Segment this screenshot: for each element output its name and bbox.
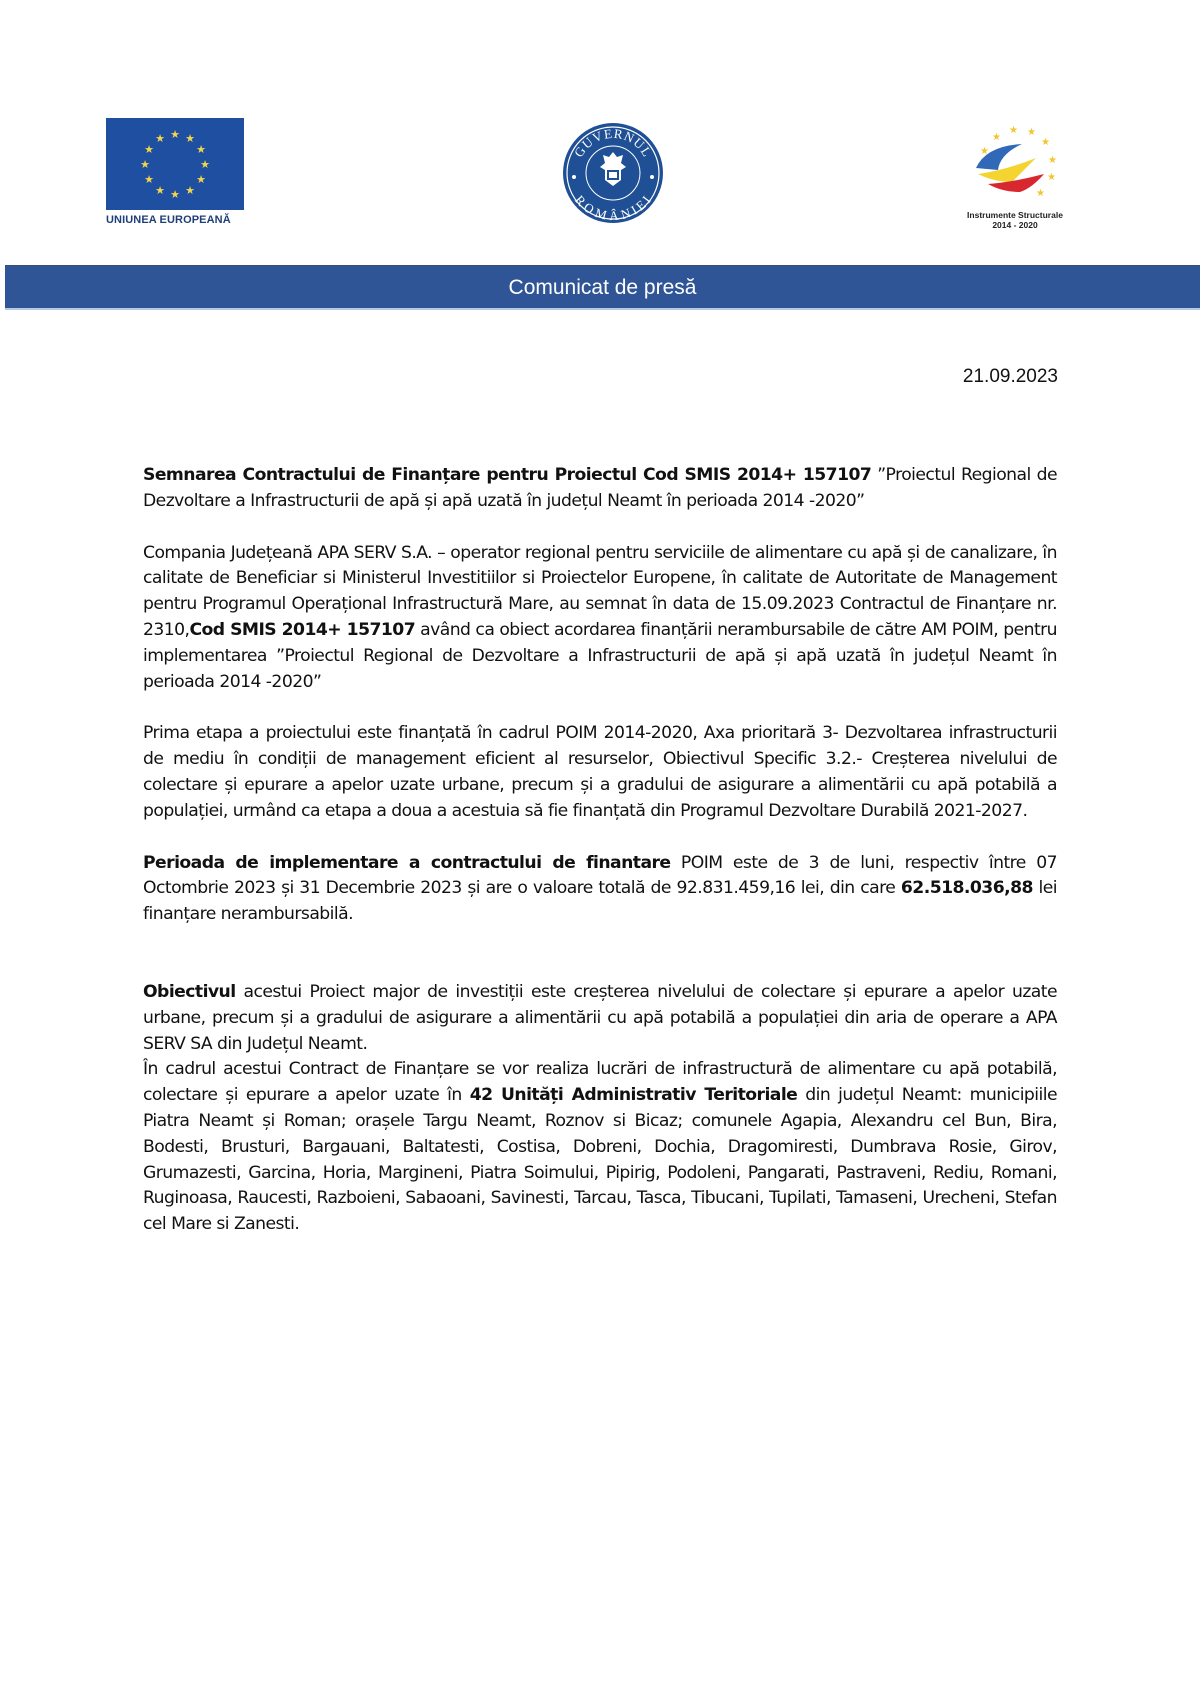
- eu-flag-logo: [106, 118, 244, 210]
- guvernul-romaniei-seal-logo: [562, 122, 664, 224]
- instrumente-structurale-caption-line1: Instrumente Structurale: [967, 210, 1063, 220]
- svg-text:GUVERNUL: GUVERNUL: [570, 125, 656, 160]
- paragraph-text: lei finanțare nerambursabilă.: [143, 878, 1057, 925]
- svg-text:★: ★: [170, 128, 180, 141]
- svg-text:★: ★: [1027, 127, 1036, 138]
- eu-logo-caption: UNIUNEA EUROPEANĂ: [106, 214, 231, 226]
- svg-text:ROMÂNIEI: ROMÂNIEI: [572, 192, 655, 224]
- press-release-body: [143, 463, 1057, 1238]
- svg-text:★: ★: [185, 132, 195, 145]
- release-title: [143, 463, 1057, 515]
- paragraph-implementation-period: [143, 851, 1057, 928]
- svg-text:★: ★: [185, 184, 195, 197]
- release-title-project-name: ”Proiectul Regional de Dezvoltare a Infrastructurii de apă și apă uzată în județul Neamt în perioada 2014 -2020”: [143, 465, 1057, 511]
- svg-text:★: ★: [144, 143, 154, 156]
- paragraph-text: POIM este de 3 de luni, respectiv între 07 Octombrie 2023 și 31 Decembrie 2023 și are o valoare totală de 92.831.459,16 lei, din care: [143, 852, 1057, 899]
- svg-text:★: ★: [980, 146, 989, 157]
- non-reimbursable-amount: 62.518.036,88: [900, 878, 1033, 899]
- svg-text:★: ★: [1036, 188, 1045, 199]
- svg-text:★: ★: [1047, 172, 1056, 183]
- svg-text:★: ★: [196, 173, 206, 186]
- svg-text:★: ★: [1041, 137, 1050, 148]
- svg-text:★: ★: [140, 158, 150, 171]
- svg-text:★: ★: [200, 158, 210, 171]
- instrumente-structurale-caption: [950, 210, 1080, 230]
- svg-text:★: ★: [155, 132, 165, 145]
- instrumente-structurale-icon: [966, 118, 1066, 210]
- paragraph-text: Compania Județeană APA SERV S.A. – operator regional pentru serviciile de alimentare cu apă și de canalizare, în calitate de Beneficiar si Ministerul Investitiilor si Proiectelor Europene, în calitate de Autoritate de Management pentru Programul Operațional Infrastructură Mare, au semnat în data de 15.09.2023 Contractul de Finanțare nr. 2310,: [143, 542, 1057, 640]
- instrumente-structurale-logo: [966, 118, 1066, 210]
- smis-code: Cod SMIS 2014+ 157107: [189, 619, 416, 640]
- banner-title: Comunicat de presă: [508, 276, 697, 299]
- svg-text:★: ★: [170, 188, 180, 201]
- paragraph-text: acestui Proiect major de investiții este creșterea nivelului de colectare și epurare a apelor uzate urbane, precum și a gradului de asigurare a alimentării cu apă potabilă a populației din aria de operare a APA SERV SA din Județul Neamt.: [143, 981, 1057, 1054]
- paragraph-localities: [143, 1057, 1057, 1238]
- svg-text:★: ★: [1009, 125, 1018, 136]
- paragraph-text: având ca obiect acordarea finanțării nerambursabile de către AM POIM, pentru implementarea ”Proiectul Regional de Dezvoltare a Infrastructurii de apă și apă uzată în județul Neamt în perioada 2014 -2020”: [143, 619, 1057, 692]
- objective-label: Obiectivul: [143, 981, 236, 1002]
- svg-text:★: ★: [992, 132, 1001, 143]
- government-seal-icon: [562, 122, 664, 224]
- release-date: 21.09.2023: [962, 366, 1058, 387]
- eu-stars-icon: [106, 118, 244, 210]
- instrumente-structurale-caption-line2: 2014 - 2020: [992, 220, 1038, 230]
- svg-text:★: ★: [196, 143, 206, 156]
- svg-text:★: ★: [155, 184, 165, 197]
- paragraph-objective: [143, 980, 1057, 1057]
- paragraph-contract-signing: [143, 541, 1057, 696]
- implementation-period-label: Perioada de implementare a contractului de finantare: [143, 852, 671, 873]
- paragraph-text: În cadrul acestui Contract de Finanțare se vor realiza lucrări de infrastructură de alimentare cu apă potabilă, colectare și epurare a apelor uzate în: [143, 1059, 1057, 1106]
- release-title-bold: Semnarea Contractului de Finanțare pentru Proiectul Cod SMIS 2014+ 157107: [143, 465, 872, 485]
- svg-text:★: ★: [144, 173, 154, 186]
- svg-text:★: ★: [1048, 155, 1057, 166]
- paragraph-financing-stages: Prima etapa a proiectului este finanțată în cadrul POIM 2014-2020, Axa prioritară 3- Dezvoltarea infrastructurii de mediu în condiții de management eficient al resurselor, Obiectivul Specific 3.2.- Creșterea nivelului de colectare și epurare a apelor uzate urbane, precum și a gradului de asigurare a alimentării cu apă potabilă a populației, urmând ca etapa a doua a acestuia să fie finanțată din Programul Dezvoltare Durabilă 2021-2027.: [143, 723, 1057, 821]
- paragraph-text: din județul Neamt: municipiile Piatra Neamt și Roman; orașele Targu Neamt, Roznov si Bicaz; comunele Agapia, Alexandru cel Bun, Bira, Bodesti, Brusturi, Bargauani, Baltatesti, Costisa, Dobreni, Dochia, Dragomiresti, Dumbrava Rosie, Girov, Grumazesti, Garcina, Horia, Margineni, Piatra Soimului, Pipirig, Podoleni, Pangarati, Pastraveni, Rediu, Romani, Ruginoasa, Raucesti, Razboieni, Sabaoani, Savinesti, Tarcau, Tasca, Tibucani, Tupilati, Tamaseni, Urecheni, Stefan cel Mare si Zanesti.: [143, 1085, 1057, 1235]
- uat-count: 42 Unități Administrativ Teritoriale: [469, 1085, 798, 1106]
- press-release-banner: [5, 265, 1200, 310]
